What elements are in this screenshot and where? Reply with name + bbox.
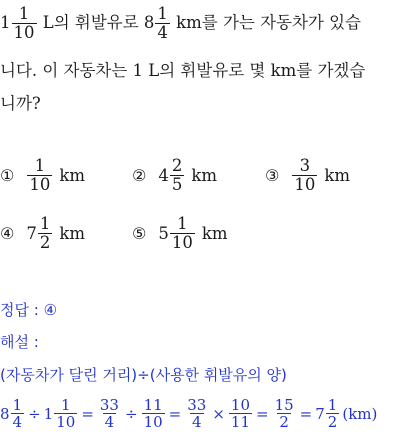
- explanation-label: 해설 :: [0, 333, 39, 351]
- option-2[interactable]: ② 4 $\frac{2}{5}$ km: [132, 156, 217, 194]
- option-marker: ④: [0, 224, 15, 243]
- fraction: $\frac{1}{4}$: [12, 396, 23, 431]
- question-line-2: 니다. 이 자동차는 1 L의 휘발유로 몇 km를 가겠습: [0, 61, 366, 80]
- fraction: $\frac{3}{10}$: [294, 156, 316, 194]
- fraction: $\frac{1}{10}$: [13, 4, 35, 42]
- fraction: $\frac{2}{5}$: [171, 156, 183, 194]
- answer-label: 정답 :: [0, 301, 39, 319]
- fraction: $\frac{11}{10}$: [143, 396, 163, 431]
- fraction: $\frac{1}{2}$: [327, 396, 338, 431]
- question-line-1: 1 $\frac{1}{10}$ L의 휘발유로 8 $\frac{1}{4}$ km를 가는 자동차가 있습: [0, 4, 361, 42]
- option-3[interactable]: ③ $\frac{3}{10}$ km: [265, 156, 350, 194]
- fraction: $\frac{15}{2}$: [274, 396, 294, 431]
- mixed-number-whole: 8: [143, 13, 155, 32]
- explanation-formula: (자동차가 달린 거리)÷(사용한 휘발유의 양): [0, 366, 287, 384]
- mixed-number-whole: 1: [0, 13, 11, 32]
- option-marker: ①: [0, 166, 15, 185]
- fraction: $\frac{33}{4}$: [99, 396, 119, 431]
- fraction: $\frac{1}{2}$: [39, 214, 51, 252]
- fraction: $\frac{10}{11}$: [230, 396, 250, 431]
- option-5[interactable]: ⑤ 5 $\frac{1}{10}$ km: [132, 214, 228, 252]
- option-marker: ③: [265, 166, 280, 185]
- fraction: $\frac{33}{4}$: [187, 396, 207, 431]
- option-marker: ⑤: [132, 224, 147, 243]
- answer-line: [0, 299, 57, 320]
- option-marker: ②: [132, 166, 147, 185]
- answer-value: ④: [43, 301, 58, 319]
- option-1[interactable]: ① $\frac{1}{10}$ km: [0, 156, 85, 194]
- fraction: $\frac{1}{10}$: [29, 156, 51, 194]
- fraction: $\frac{1}{10}$: [56, 396, 76, 431]
- explanation-calculation: 8 $\frac{1}{4}$ ÷ 1 $\frac{1}{10}$ = $\frac{33}{4}$ ÷ $\frac{11}{10}$ = $\frac{33}{4}$ × $\frac{10}{11}$ = $\frac{15}{2}$ = 7 $\frac{1}{2}$ (km): [0, 396, 378, 431]
- question-line-3: 니까?: [0, 94, 41, 113]
- fraction: $\frac{1}{4}$: [157, 4, 168, 42]
- option-4[interactable]: ④ 7 $\frac{1}{2}$ km: [0, 214, 85, 252]
- fraction: $\frac{1}{10}$: [171, 214, 193, 252]
